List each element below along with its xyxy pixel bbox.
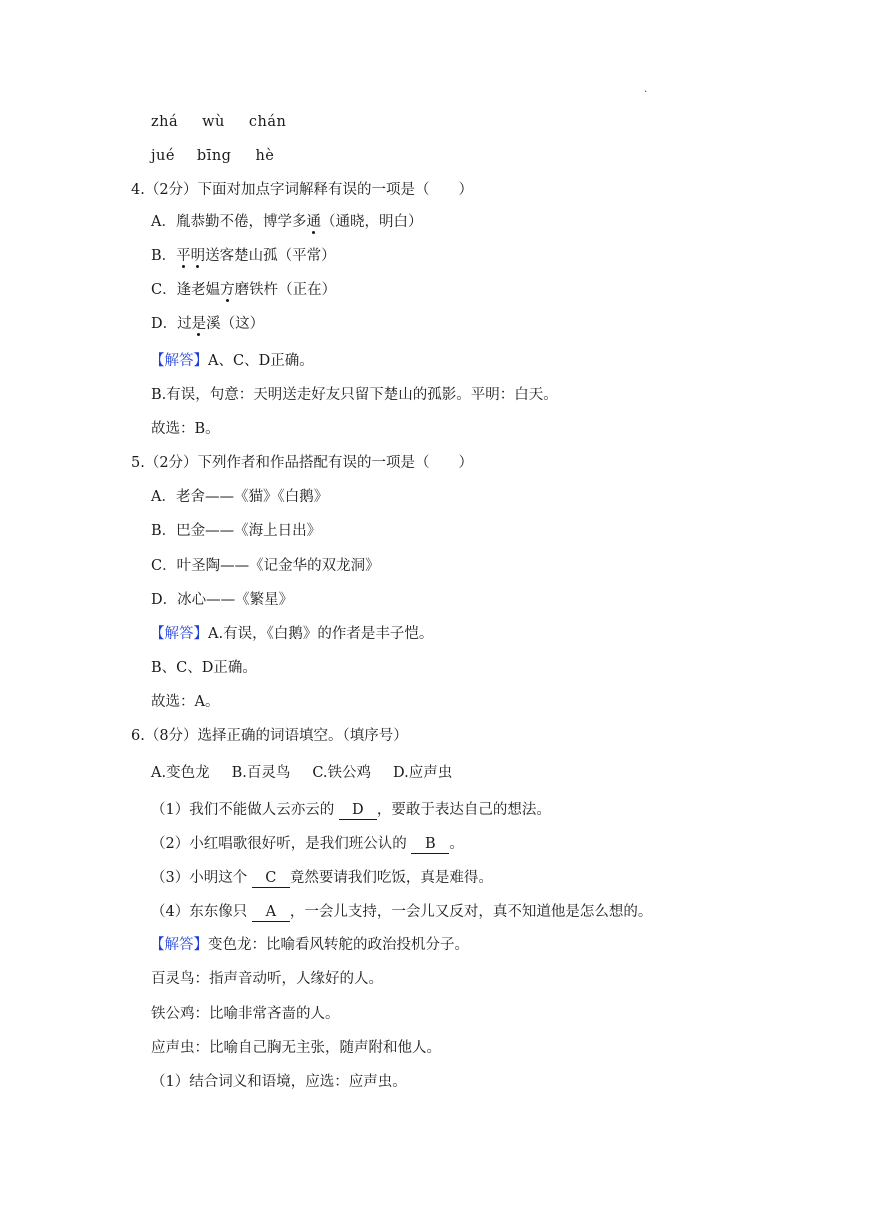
q5-option-d: D．冰心——《繁星》 bbox=[151, 592, 294, 608]
fill-blank: B bbox=[411, 835, 449, 854]
answer-tag: 【解答】 bbox=[150, 937, 208, 953]
q4-option-b: B．平明送客楚山孤（平常） bbox=[151, 248, 336, 264]
q4-option-a: A．胤恭勤不倦，博学多通（通晓，明白） bbox=[151, 214, 423, 230]
q6-answer-line-3: 铁公鸡：比喻非常吝啬的人。 bbox=[151, 1006, 340, 1022]
q5-option-c: C．叶圣陶——《记金华的双龙洞》 bbox=[151, 558, 380, 574]
pinyin: zhá bbox=[151, 114, 179, 130]
q6-sentence-1: （1）我们不能做人云亦云的 D ，要敢于表达自己的想法。 bbox=[151, 802, 551, 818]
emphasis-dot-char: 平 bbox=[176, 248, 191, 264]
q5-answer-line-2: B、C、D正确。 bbox=[151, 660, 257, 676]
option: A.变色龙 bbox=[151, 765, 210, 781]
q5-option-a: A．老舍——《猫》《白鹅》 bbox=[151, 489, 329, 505]
pinyin-row-1 bbox=[151, 112, 286, 132]
corner-mark: . bbox=[644, 84, 648, 95]
pinyin-row-2 bbox=[151, 146, 274, 166]
q6-answer: 【解答】变色龙：比喻看风转舵的政治投机分子。 bbox=[150, 937, 469, 953]
q6-sentence-4: （4）东东像只 A ，一会儿支持，一会儿又反对，真不知道他是怎么想的。 bbox=[151, 904, 653, 920]
q6-sentence-2: （2）小红唱歌很好听，是我们班公认的 B 。 bbox=[151, 836, 464, 852]
pinyin: chán bbox=[248, 114, 287, 130]
q6-answer-line-4: 应声虫：比喻自己胸无主张，随声附和他人。 bbox=[151, 1040, 441, 1056]
q4-answer: 【解答】A、C、D正确。 bbox=[150, 353, 314, 369]
q6-answer-line-2: 百灵鸟：指声音动听，人缘好的人。 bbox=[151, 971, 383, 987]
emphasis-dot-char: 是 bbox=[191, 316, 207, 332]
fill-blank: D bbox=[339, 801, 377, 820]
q4-option-c: C．逢老媪方磨铁杵（正在） bbox=[151, 282, 337, 298]
q6-sentence-3: （3）小明这个 C 竟然要请我们吃饭，真是难得。 bbox=[151, 870, 493, 886]
option: D.应声虫 bbox=[393, 765, 453, 781]
q5-answer: 【解答】A.有误，《白鹅》的作者是丰子恺。 bbox=[150, 626, 434, 642]
fill-blank: A bbox=[252, 903, 290, 922]
emphasis-dot-char: 通 bbox=[306, 214, 321, 230]
option: C.铁公鸡 bbox=[312, 765, 372, 781]
answer-tag: 【解答】 bbox=[150, 353, 208, 369]
q5-stem: 5.（2分）下列作者和作品搭配有误的一项是（ ） bbox=[131, 455, 474, 471]
pinyin: bīng bbox=[196, 148, 232, 164]
q4-option-d: D．过是溪（这） bbox=[151, 316, 265, 332]
option: B.百灵鸟 bbox=[231, 765, 291, 781]
q4-stem: 4.（2分）下面对加点字词解释有误的一项是（ ） bbox=[131, 182, 474, 198]
q5-option-b: B．巴金——《海上日出》 bbox=[151, 523, 322, 539]
fill-blank: C bbox=[252, 869, 290, 888]
q5-answer-line-3: 故选：A。 bbox=[151, 694, 220, 710]
emphasis-dot-char: 方 bbox=[220, 282, 235, 298]
emphasis-dot-char: 明 bbox=[190, 248, 206, 264]
pinyin: jué bbox=[151, 148, 175, 164]
q4-answer-line-2: B.有误，句意：天明送走好友只留下楚山的孤影。平明：白天。 bbox=[151, 387, 558, 403]
answer-tag: 【解答】 bbox=[150, 626, 208, 642]
q6-answer-line-5: （1）结合词义和语境，应选：应声虫。 bbox=[151, 1074, 407, 1090]
q6-stem: 6.（8分）选择正确的词语填空。（填序号） bbox=[131, 728, 408, 744]
pinyin: wù bbox=[202, 114, 225, 130]
q4-answer-line-3: 故选：B。 bbox=[151, 421, 220, 437]
q6-options bbox=[151, 763, 452, 783]
pinyin: hè bbox=[255, 148, 275, 164]
